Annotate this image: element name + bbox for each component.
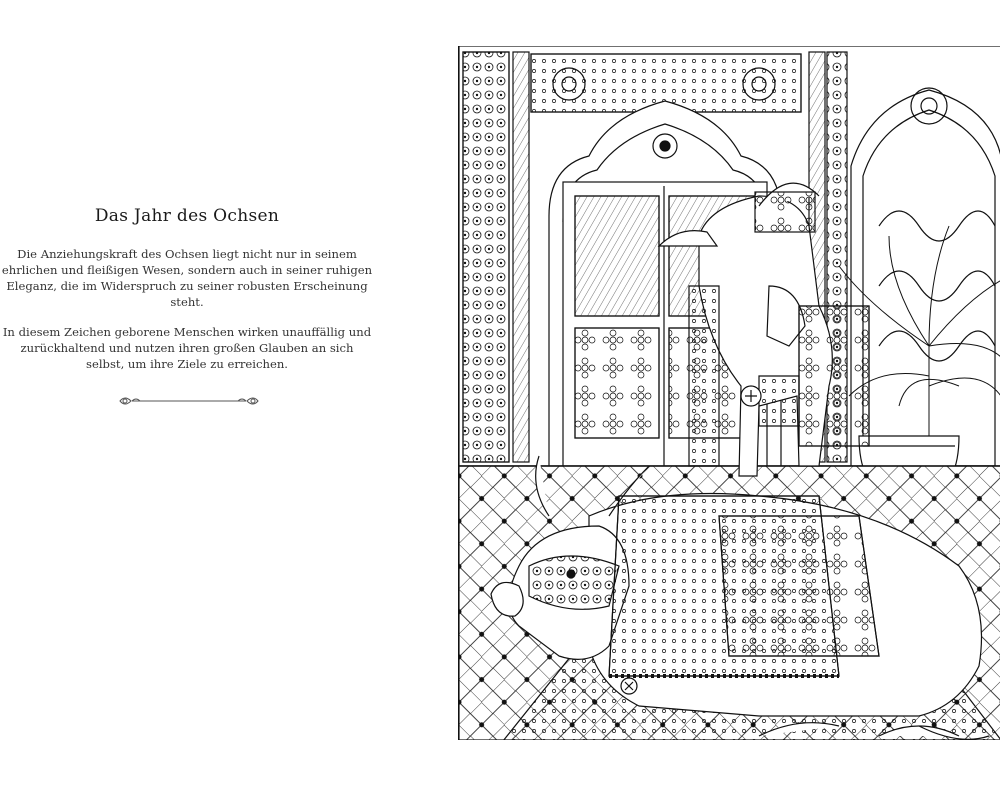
ox-illustration: [458, 46, 1000, 740]
paragraph-1: Die Anziehungskraft des Ochsen liegt nicht nur in seinem ehrlichen und fleißigen Wesen, sondern auch in seiner ruhigen Eleganz, die im Widerspruch zu seiner robusten Erscheinung steht.: [1, 247, 373, 309]
page-title: Das Jahr des Ochsen: [94, 206, 280, 226]
text-page: [0, 0, 460, 800]
ox-illustration-svg: [459, 46, 1000, 740]
paragraph-2: In diesem Zeichen geborene Menschen wirken unauffällig und zurückhaltend und nutzen ihren großen Glauben an sich selbst, um ihre Ziele zu erreichen.: [2, 325, 372, 371]
divider-ornament-icon: [116, 392, 262, 410]
